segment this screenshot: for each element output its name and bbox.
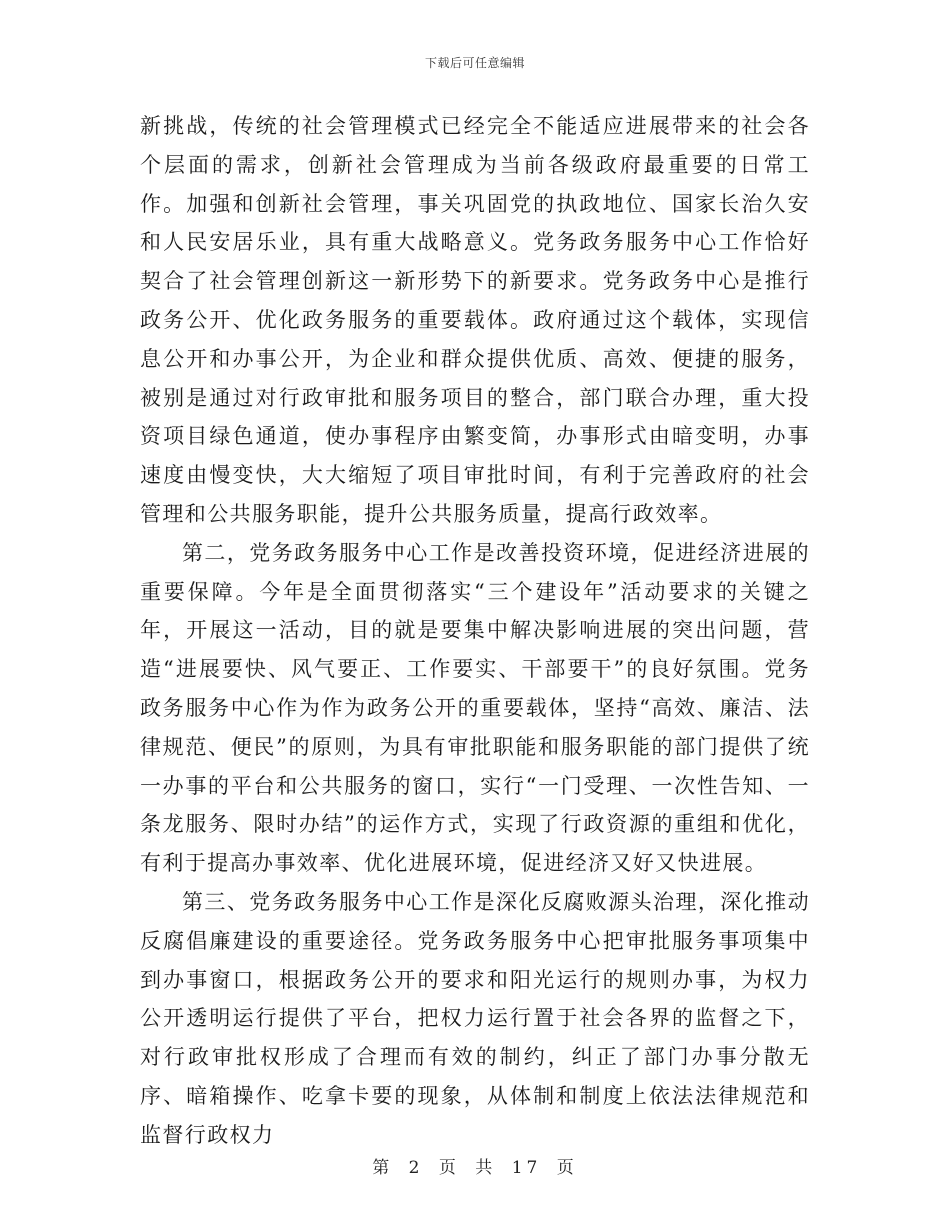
paragraph-2: 第二，党务政务服务中心工作是改善投资环境，促进经济进展的重要保障。今年是全面贯彻落实“三个建设年”活动要求的关键之年，开展这一活动，目的就是要集中解决影响进展的突出问题，营造“进展要快、风气要正、工作要实、干部要干”的良好氛围。党务政务服务中心作为作为政务公开的重要载体，坚持“高效、廉洁、法律规范、便民”的原则，为具有审批职能和服务职能的部门提供了统一办事的平台和公共服务的窗口，实行“一门受理、一次性告知、一条龙服务、限时办结”的运作方式，实现了行政资源的重组和优化，有利于提高办事效率、优化进展环境，促进经济又好又快进展。 xyxy=(140,540,810,876)
paragraph-1: 新挑战，传统的社会管理模式已经完全不能适应进展带来的社会各个层面的需求，创新社会管理成为当前各级政府最重要的日常工作。加强和创新社会管理，事关巩固党的执政地位、国家长治久安和人民安居乐业，具有重大战略意义。党务政务服务中心工作恰好契合了社会管理创新这一新形势下的新要求。党务政务中心是推行政务公开、优化政务服务的重要载体。政府通过这个载体，实现信息公开和办事公开，为企业和群众提供优质、高效、便捷的服务，被别是通过对行政审批和服务项目的整合，部门联合办理，重大投资项目绿色通道，使办事程序由繁变简，办事形式由暗变明，办事速度由慢变快，大大缩短了项目审批时间，有利于完善政府的社会管理和公共服务职能，提升公共服务质量，提高行政效率。 xyxy=(140,114,810,526)
paragraph-3: 第三、党务政务服务中心工作是深化反腐败源头治理，深化推动反腐倡廉建设的重要途径。党务政务服务中心把审批服务事项集中到办事窗口，根据政务公开的要求和阳光运行的规则办事，为权力公开透明运行提供了平台，把权力运行置于社会各界的监督之下，对行政审批权形成了合理而有效的制约，纠正了部门办事分散无序、暗箱操作、吃拿卡要的现象，从体制和制度上依法法律规范和监督行政权力 xyxy=(140,889,810,1147)
document-body xyxy=(140,107,810,1155)
page-header: 下载后可任意编辑 xyxy=(424,56,525,70)
page-number-footer: 第 2 页 共 17 页 xyxy=(372,1158,578,1178)
